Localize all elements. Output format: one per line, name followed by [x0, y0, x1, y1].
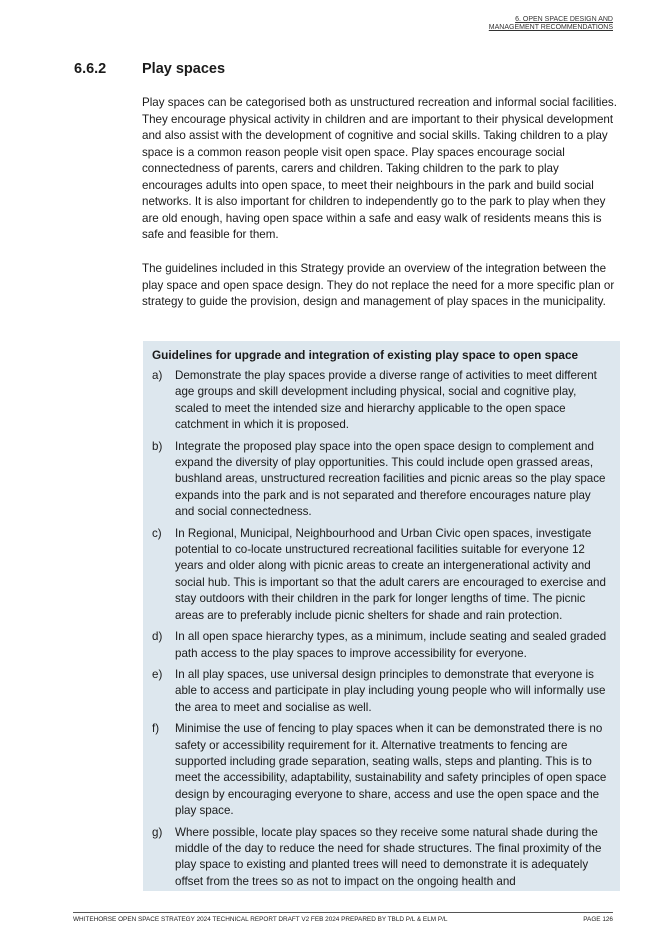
guideline-item [152, 721, 612, 819]
running-header [489, 16, 613, 32]
guidelines-title: Guidelines for upgrade and integration of existing play space to open space [152, 348, 579, 362]
guideline-letter: f) [152, 722, 160, 736]
guideline-item [152, 629, 612, 662]
page-footer [73, 912, 613, 923]
guidelines-list [152, 368, 612, 891]
guideline-letter: e) [152, 667, 163, 681]
header-line-2: MANAGEMENT RECOMMENDATIONS [488, 24, 613, 31]
guideline-text: In all open space hierarchy types, as a minimum, include seating and sealed graded path access to the play spaces to improve accessibility for everyone. [175, 630, 607, 660]
guideline-text: In Regional, Municipal, Neighbourhood and Urban Civic open spaces, investigate potential to co-locate unstructured recreational facilities suitable for everyone 12 years and older along with picnic areas to create an intergenerational activity and social hub. This is important so that the adult carers are encouraged to exercise and stay outdoors with their children in the park for longer lengths of time. The picnic areas are to preferably include picnic shelters for shade and rain protection. [175, 526, 606, 622]
page-number: PAGE 126 [583, 916, 613, 923]
guideline-text: Minimise the use of fencing to play spaces when it can be demonstrated there is no safety or accessibility requirement for it. Alternative treatments to fencing are supported including grade separation, seating walls, steps and planting. This is to meet the accessibility, adaptability, sustainability and safety principles of open space design by encouraging everyone to share, access and use the open space and the play space. [175, 722, 607, 818]
guideline-item [152, 667, 612, 716]
footer-document-info: WHITEHORSE OPEN SPACE STRATEGY 2024 TECHNICAL REPORT DRAFT V2 FEB 2024 PREPARED BY TBLD P/L & ELM P/L [73, 916, 448, 923]
guideline-text: Integrate the proposed play space into the open space design to complement and expand the diversity of play opportunities. This could include open grassed areas, bushland areas, unstructured recreation facilities and picnic areas so the play space expands into the park and is not separated and therefore encourages nature play and social connectedness. [175, 439, 606, 519]
guideline-text: Demonstrate the play spaces provide a diverse range of activities to meet different age groups and skill development including physical, social and cognitive play, scaled to meet the intended size and hierarchy applicable to the open space catchment in which it is proposed. [175, 369, 597, 432]
guidelines-box [143, 341, 620, 891]
guideline-item [152, 368, 612, 434]
section-number: 6.6.2 [74, 61, 107, 77]
guideline-text: In all play spaces, use universal design principles to demonstrate that everyone is able to access and participate in play including young people who will informally use the area to meet and socialise as well. [175, 667, 606, 714]
guideline-letter: b) [152, 439, 163, 453]
guideline-letter: c) [152, 526, 162, 540]
guideline-letter: d) [152, 630, 163, 644]
body-paragraph-2: The guidelines included in this Strategy provide an overview of the integration between the play space and open space design. They do not replace the need for a more specific plan or strategy to guide the provision, design and management of play spaces in the municipality. [142, 262, 615, 308]
section-title: Play spaces [142, 61, 226, 77]
guideline-text: Where possible, locate play spaces so they receive some natural shade during the middle of the day to reduce the need for shade structures. The final proximity of the play space to existing and planted trees will need to demonstrate it is adequately offset from the trees so as not to impact on the ongoing health and [175, 825, 602, 888]
guideline-letter: a) [152, 369, 163, 382]
body-paragraph-1: Play spaces can be categorised both as unstructured recreation and informal social facilities. They encourage physical activity in children and are important to their physical development and also assist with the development of cognitive and social skills. Taking children to a play space is a common reason people visit open space. Play spaces encourage social connectedness of parents, carers and children. Taking children to the park to play encourages adults into open space, to meet their neighbours in the park and build social networks. It is also important for children to independently go to the park to play when they are old enough, having open space within a safe and easy walk of residents means this is safe and feasible for them. [142, 96, 617, 241]
guideline-item [152, 526, 612, 624]
section-heading [74, 61, 225, 77]
guideline-letter: g) [152, 825, 163, 839]
guideline-item [152, 825, 612, 891]
guideline-item [152, 439, 612, 521]
header-line-1: 6. OPEN SPACE DESIGN AND [515, 16, 613, 23]
